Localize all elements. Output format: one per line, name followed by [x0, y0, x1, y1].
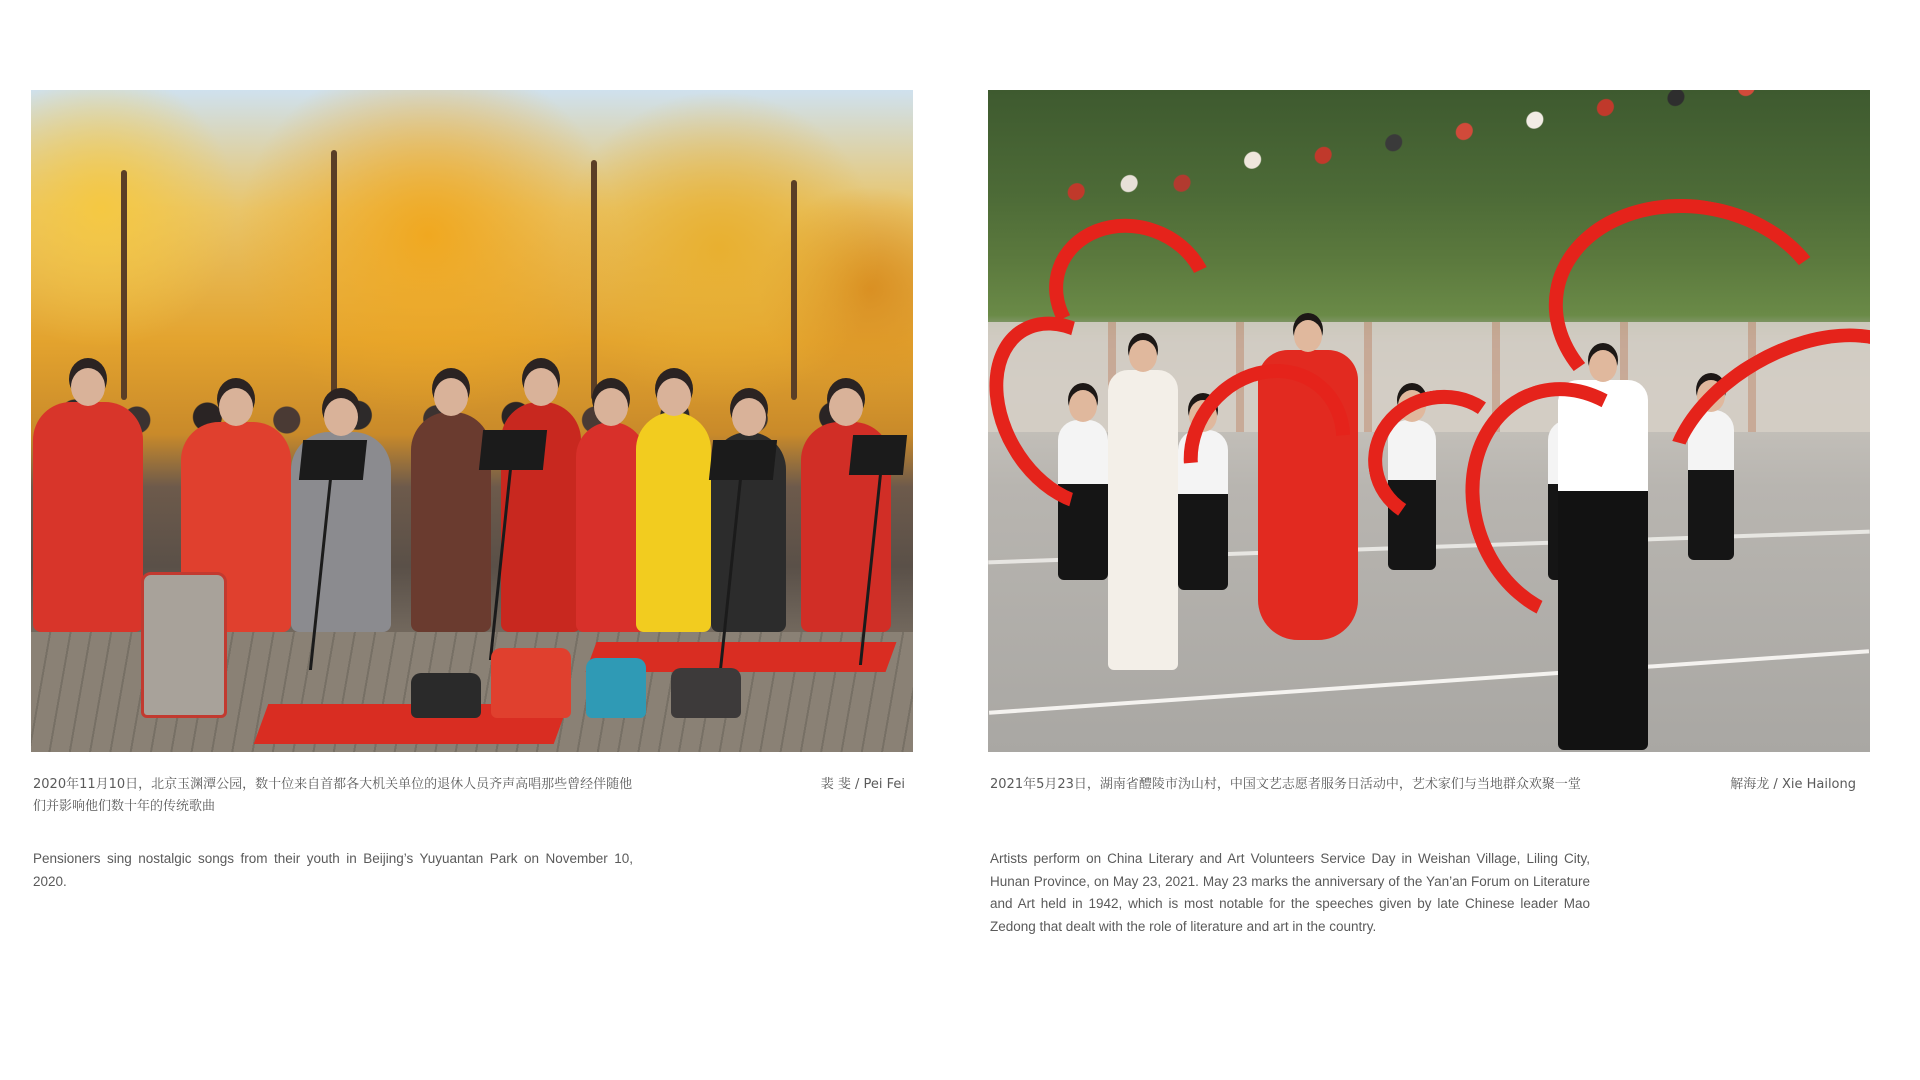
photo-credit: 裴 斐 / Pei Fei	[820, 777, 905, 792]
photo-ribbon-dance	[988, 90, 1870, 752]
bag	[586, 658, 646, 718]
music-stand	[479, 430, 547, 470]
caption-english: Pensioners sing nostalgic songs from their youth in Beijing’s Yuyuantan Park on November 10, 2020.	[33, 851, 633, 889]
shopping-trolley	[141, 572, 227, 718]
bag	[491, 648, 571, 718]
caption-row	[31, 774, 913, 834]
caption-english: Artists perform on China Literary and Art Volunteers Service Day in Weishan Village, Liling City, Hunan Province, on May 23, 2021. May 23 marks the anniversary of the Yan’an Forum on Literature and Art held in 1942, which is most notable for the speeches given by late Chinese leader Mao Zedong that dealt with the role of literature and art in the country.	[990, 851, 1590, 934]
music-stand	[299, 440, 367, 480]
tree-trunk	[331, 150, 337, 400]
tree-trunk	[591, 160, 597, 400]
singer	[411, 412, 491, 632]
photo-park-choir	[31, 90, 913, 752]
bag	[671, 668, 741, 718]
tree-trunk	[121, 170, 127, 400]
bag	[411, 673, 481, 718]
photo-block-right	[988, 90, 1870, 938]
music-stand	[849, 435, 907, 475]
caption-chinese: 2021年5月23日，湖南省醴陵市沩山村，中国文艺志愿者服务日活动中，艺术家们与当地群众欢聚一堂	[990, 777, 1581, 792]
caption-row	[988, 774, 1870, 834]
singer	[636, 412, 711, 632]
photo-block-left	[31, 90, 913, 893]
caption-chinese: 2020年11月10日，北京玉渊潭公园，数十位来自首都各大机关单位的退休人员齐声高唱那些曾经伴随他们并影响他们数十年的传统歌曲	[33, 777, 633, 814]
music-stand	[709, 440, 777, 480]
photo-credit: 解海龙 / Xie Hailong	[1730, 777, 1856, 792]
tree-trunk	[791, 180, 797, 400]
singer	[33, 402, 143, 632]
